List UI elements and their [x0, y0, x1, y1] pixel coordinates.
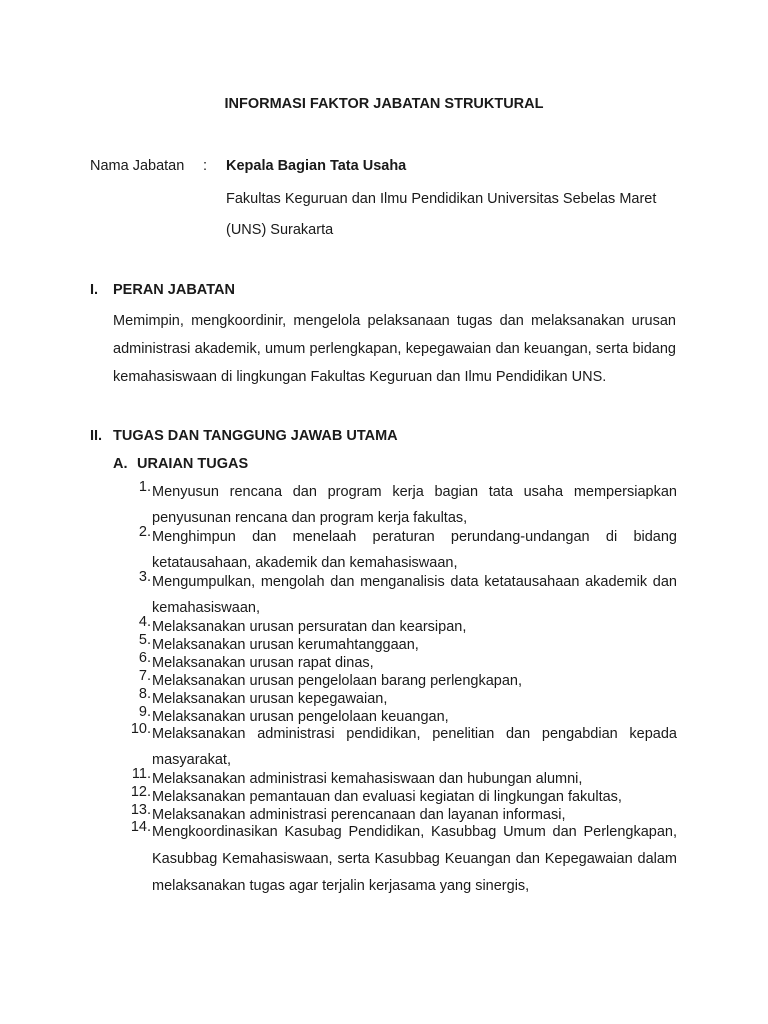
task-text: Melaksanakan urusan persuratan dan kearsipan, — [152, 619, 467, 635]
task-number: 3. — [138, 569, 151, 585]
nama-jabatan-colon: : — [203, 158, 208, 174]
task-text: Melaksanakan urusan pengelolaan barang perlengkapan, — [152, 673, 523, 689]
task-number: 4. — [138, 614, 151, 630]
task-text: Melaksanakan administrasi perencanaan dan layanan informasi, — [152, 807, 566, 823]
section-2-number: II. — [90, 428, 103, 444]
task-number: 9. — [138, 704, 151, 720]
task-number: 8. — [138, 686, 151, 702]
task-text: Melaksanakan administrasi kemahasiswaan dan hubungan alumni, — [152, 771, 583, 787]
task-text: Melaksanakan urusan pengelolaan keuangan, — [152, 709, 449, 725]
task-number: 7. — [138, 668, 151, 684]
unit-kerja-text: Fakultas Keguruan dan Ilmu Pendidikan Universitas Sebelas Maret (UNS) Surakarta — [226, 191, 657, 238]
peran-jabatan-paragraph: Memimpin, mengkoordinir, mengelola pelaksanaan tugas dan melaksanakan urusan administrasi akademik, umum perlengkapan, kepegawaian dan keuangan, serta bidang kemahasiswaan di lingkungan Fakultas Keguruan dan Ilmu Pendidikan UNS. — [113, 313, 676, 385]
section-1-heading: PERAN JABATAN — [113, 282, 235, 298]
task-text: Melaksanakan urusan kerumahtanggaan, — [152, 637, 419, 653]
task-number: 14. — [130, 819, 151, 835]
task-number: 10. — [130, 721, 151, 737]
task-number: 6. — [138, 650, 151, 666]
task-number: 11. — [131, 766, 151, 782]
nama-jabatan-value: Kepala Bagian Tata Usaha — [226, 158, 407, 174]
document-title: INFORMASI FAKTOR JABATAN STRUKTURAL — [224, 96, 544, 112]
section-2-heading: TUGAS DAN TANGGUNG JAWAB UTAMA — [113, 428, 398, 444]
task-text: Menghimpun dan menelaah peraturan perundang-undangan di bidang ketatausahaan, akademik dan kemahasiswaan, — [152, 529, 677, 571]
task-number: 5. — [138, 632, 151, 648]
nama-jabatan-label: Nama Jabatan — [90, 158, 185, 174]
task-text: Melaksanakan urusan kepegawaian, — [152, 691, 388, 707]
task-text: Melaksanakan pemantauan dan evaluasi kegiatan di lingkungan fakultas, — [152, 789, 622, 805]
task-text: Mengumpulkan, mengolah dan menganalisis data ketatausahaan akademik dan kemahasiswaan, — [152, 574, 677, 616]
task-number: 13. — [130, 802, 151, 818]
section-1-number: I. — [90, 282, 99, 298]
task-text: Mengkoordinasikan Kasubag Pendidikan, Kasubbag Umum dan Perlengkapan, Kasubbag Kemahasiswaan, serta Kasubbag Keuangan dan Kepegawaian dalam melaksanakan tugas agar terjalin kerjasama yang sinergis, — [152, 824, 677, 894]
task-text: Melaksanakan urusan rapat dinas, — [152, 655, 374, 671]
task-number: 1. — [138, 479, 151, 495]
task-number: 2. — [138, 524, 151, 540]
subsection-a-heading: URAIAN TUGAS — [137, 456, 249, 472]
task-number: 12. — [130, 784, 151, 800]
subsection-a-letter: A. — [113, 456, 128, 472]
task-text: Menyusun rencana dan program kerja bagian tata usaha mempersiapkan penyusunan rencana dan program kerja fakultas, — [152, 484, 677, 526]
task-text: Melaksanakan administrasi pendidikan, penelitian dan pengabdian kepada masyarakat, — [152, 726, 677, 768]
